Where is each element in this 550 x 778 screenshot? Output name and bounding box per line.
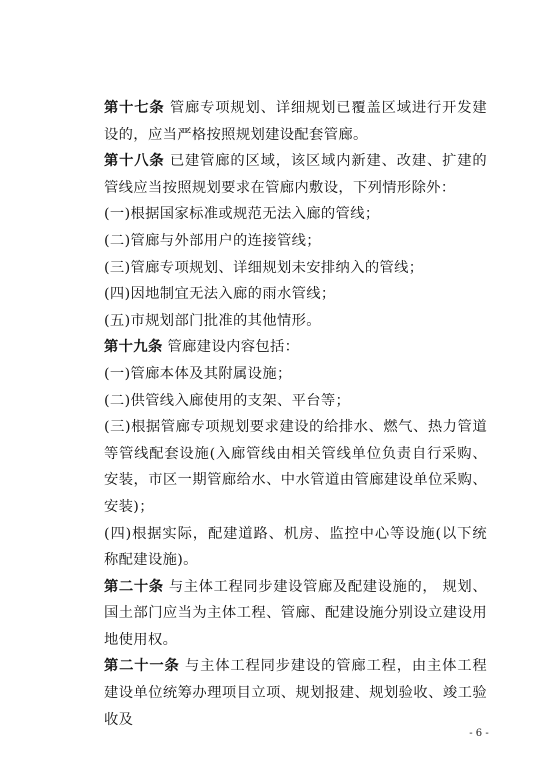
paragraph-article-21: [104, 653, 487, 733]
list-item: [104, 388, 487, 415]
list-item-text: (三)管廊专项规划、详细规划未安排纳入的管线；: [104, 259, 424, 276]
list-item: [104, 361, 487, 388]
paragraph-article-18: [104, 148, 487, 201]
article-label: 第十九条: [104, 339, 163, 356]
list-item: [104, 521, 487, 574]
article-label: 第二十条: [104, 578, 164, 595]
page-number: - 6 -: [469, 728, 489, 739]
document-body: [104, 95, 487, 733]
article-label: 第十八条: [104, 153, 165, 170]
list-item-text: (二)供管线入廊使用的支架、平台等；: [104, 392, 351, 409]
article-label: 第二十一条: [104, 658, 180, 675]
article-text: 已建管廊的区域，该区域内新建、改建、扩建的管线应当按照规划要求在管廊内敷设，下列情形除外：: [104, 153, 487, 196]
list-item: [104, 201, 487, 228]
article-text: 与主体工程同步建设管廊及配建设施的， 规划、国土部门应当为主体工程、管廊、配建设施分别设立建设用地使用权。: [104, 578, 487, 648]
list-item: [104, 255, 487, 282]
article-text: 管廊建设内容包括：: [167, 339, 300, 356]
list-item: [104, 281, 487, 308]
list-item: [104, 414, 487, 520]
article-text: 管廊专项规划、详细规划已覆盖区域进行开发建设的，应当严格按照规划建设配套管廊。: [104, 100, 487, 143]
list-item-text: (二)管廊与外部用户的连接管线；: [104, 232, 321, 249]
article-label: 第十七条: [104, 100, 165, 116]
paragraph-article-19: [104, 334, 487, 361]
list-item-text: (四)根据实际，配建道路、机房、监控中心等设施(以下统称配建设施)。: [104, 525, 487, 569]
list-item: [104, 228, 487, 255]
paragraph-article-20: [104, 574, 487, 654]
list-item: [104, 308, 487, 335]
list-item-text: (一)根据国家标准或规范无法入廊的管线；: [104, 206, 380, 223]
article-text: 与主体工程同步建设的管廊工程，由主体工程建设单位统筹办理项目立项、规划报建、规划验收、竣工验收及: [104, 658, 487, 728]
list-item-text: (三)根据管廊专项规划要求建设的给排水、燃气、热力管道等管线配套设施(入廊管线由相关管线单位负责自行采购、安装，市区一期管廊给水、中水管道由管廊建设单位采购、安装)；: [104, 419, 487, 515]
list-item-text: (五)市规划部门批准的其他情形。: [104, 312, 321, 329]
list-item-text: (四)因地制宜无法入廊的雨水管线；: [104, 286, 336, 303]
list-item-text: (一)管廊本体及其附属设施；: [104, 365, 292, 382]
paragraph-article-17: [104, 95, 487, 148]
